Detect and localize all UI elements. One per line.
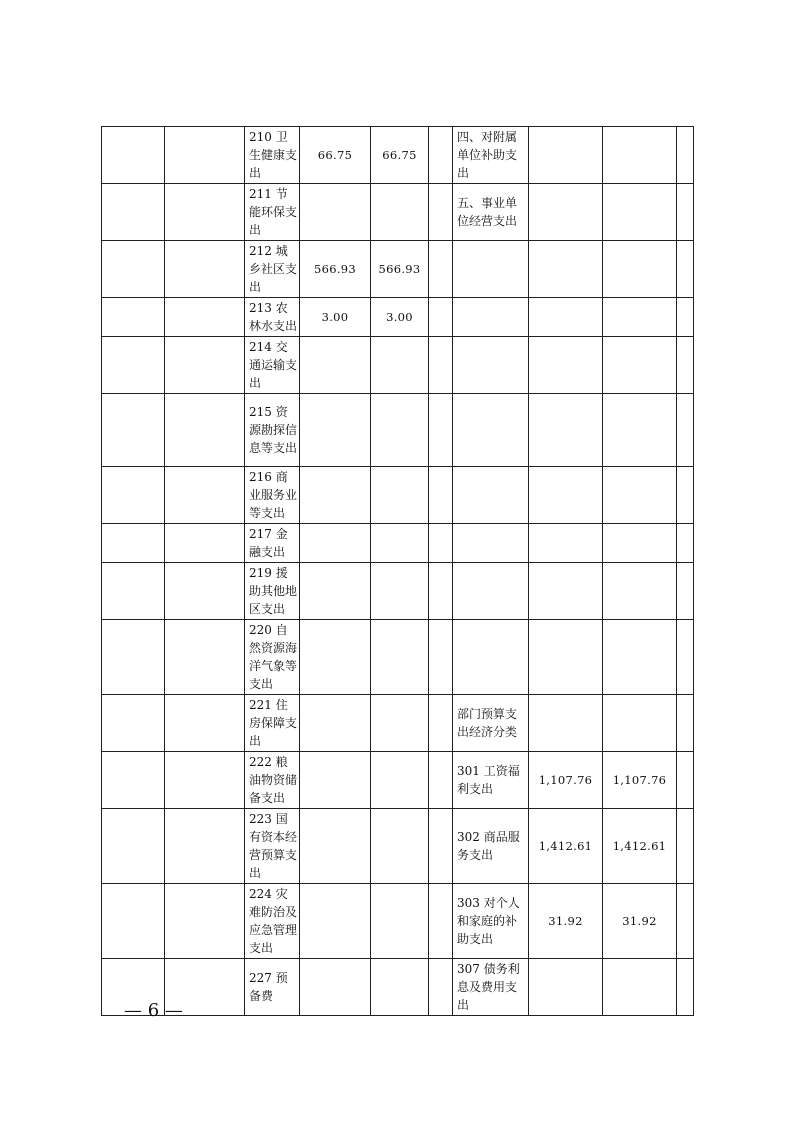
- empty-cell: [429, 394, 453, 467]
- econ-amount-cell: [529, 394, 603, 467]
- empty-cell: [102, 467, 165, 524]
- empty-cell: [165, 524, 245, 563]
- econ-category-cell: 307 债务利息及费用支出: [453, 959, 529, 1016]
- empty-cell: [165, 752, 245, 809]
- econ-amount-cell: [603, 184, 677, 241]
- empty-cell: [165, 884, 245, 959]
- amount-cell: [300, 695, 371, 752]
- econ-amount-cell: [603, 695, 677, 752]
- category-cell: 222 粮油物资储备支出: [245, 752, 300, 809]
- empty-cell: [165, 298, 245, 337]
- econ-amount-cell: 31.92: [529, 884, 603, 959]
- amount-cell: [300, 959, 371, 1016]
- empty-cell: [165, 563, 245, 620]
- category-cell: 221 住房保障支出: [245, 695, 300, 752]
- empty-cell: [165, 809, 245, 884]
- empty-cell: [429, 524, 453, 563]
- empty-cell: [165, 127, 245, 184]
- amount-cell: [371, 394, 429, 467]
- table-row: [102, 620, 694, 695]
- empty-cell: [165, 394, 245, 467]
- econ-category-cell: [453, 563, 529, 620]
- econ-amount-cell: [529, 467, 603, 524]
- empty-cell: [102, 695, 165, 752]
- amount-cell: [371, 524, 429, 563]
- table-row: [102, 298, 694, 337]
- econ-category-cell: [453, 298, 529, 337]
- amount-cell: [300, 184, 371, 241]
- category-cell: 227 预备费: [245, 959, 300, 1016]
- econ-amount-cell: [529, 241, 603, 298]
- empty-cell: [102, 884, 165, 959]
- empty-cell: [677, 752, 694, 809]
- table-row: [102, 959, 694, 1016]
- empty-cell: [429, 467, 453, 524]
- amount-cell: 566.93: [300, 241, 371, 298]
- econ-amount-cell: [603, 298, 677, 337]
- amount-cell: [371, 884, 429, 959]
- amount-cell: [300, 620, 371, 695]
- empty-cell: [677, 620, 694, 695]
- amount-cell: 66.75: [300, 127, 371, 184]
- amount-cell: [300, 337, 371, 394]
- budget-table: [101, 126, 694, 1016]
- empty-cell: [102, 337, 165, 394]
- category-cell: 223 国有资本经营预算支出: [245, 809, 300, 884]
- table-body: [102, 127, 694, 1016]
- econ-amount-cell: [603, 524, 677, 563]
- empty-cell: [165, 467, 245, 524]
- empty-cell: [677, 394, 694, 467]
- empty-cell: [677, 809, 694, 884]
- category-cell: 224 灾难防治及应急管理支出: [245, 884, 300, 959]
- amount-cell: [300, 524, 371, 563]
- table-row: [102, 184, 694, 241]
- table-row: [102, 695, 694, 752]
- empty-cell: [165, 337, 245, 394]
- empty-cell: [102, 809, 165, 884]
- empty-cell: [677, 127, 694, 184]
- amount-cell: [371, 467, 429, 524]
- amount-cell: [300, 563, 371, 620]
- category-cell: 213 农林水支出: [245, 298, 300, 337]
- econ-amount-cell: [529, 695, 603, 752]
- table-row: [102, 524, 694, 563]
- category-cell: 216 商业服务业等支出: [245, 467, 300, 524]
- empty-cell: [677, 467, 694, 524]
- econ-amount-cell: 31.92: [603, 884, 677, 959]
- empty-cell: [165, 620, 245, 695]
- amount-cell: 3.00: [371, 298, 429, 337]
- econ-amount-cell: [603, 563, 677, 620]
- econ-category-cell: [453, 337, 529, 394]
- empty-cell: [102, 298, 165, 337]
- category-cell: 210 卫生健康支出: [245, 127, 300, 184]
- econ-amount-cell: [529, 337, 603, 394]
- econ-amount-cell: 1,412.61: [603, 809, 677, 884]
- amount-cell: [300, 809, 371, 884]
- category-cell: 219 援助其他地区支出: [245, 563, 300, 620]
- empty-cell: [677, 337, 694, 394]
- empty-cell: [429, 809, 453, 884]
- empty-cell: [165, 695, 245, 752]
- econ-category-cell: [453, 394, 529, 467]
- empty-cell: [102, 620, 165, 695]
- empty-cell: [677, 298, 694, 337]
- table-row: [102, 241, 694, 298]
- empty-cell: [102, 127, 165, 184]
- empty-cell: [677, 241, 694, 298]
- econ-amount-cell: [529, 524, 603, 563]
- econ-amount-cell: [529, 184, 603, 241]
- econ-amount-cell: [529, 959, 603, 1016]
- econ-category-cell: 部门预算支出经济分类: [453, 695, 529, 752]
- empty-cell: [677, 524, 694, 563]
- econ-amount-cell: 1,107.76: [603, 752, 677, 809]
- econ-amount-cell: [603, 127, 677, 184]
- empty-cell: [429, 620, 453, 695]
- empty-cell: [429, 241, 453, 298]
- amount-cell: [300, 752, 371, 809]
- table-row: [102, 337, 694, 394]
- econ-amount-cell: [603, 620, 677, 695]
- econ-category-cell: 303 对个人和家庭的补助支出: [453, 884, 529, 959]
- econ-category-cell: 五、事业单位经营支出: [453, 184, 529, 241]
- econ-amount-cell: 1,412.61: [529, 809, 603, 884]
- category-cell: 211 节能环保支出: [245, 184, 300, 241]
- amount-cell: [371, 959, 429, 1016]
- econ-amount-cell: [529, 298, 603, 337]
- table-row: [102, 394, 694, 467]
- econ-amount-cell: [603, 337, 677, 394]
- amount-cell: [300, 394, 371, 467]
- empty-cell: [429, 337, 453, 394]
- amount-cell: [371, 809, 429, 884]
- econ-category-cell: [453, 467, 529, 524]
- econ-amount-cell: [529, 127, 603, 184]
- amount-cell: [371, 695, 429, 752]
- econ-amount-cell: 1,107.76: [529, 752, 603, 809]
- empty-cell: [429, 695, 453, 752]
- table-row: [102, 467, 694, 524]
- econ-category-cell: [453, 524, 529, 563]
- category-cell: 212 城乡社区支出: [245, 241, 300, 298]
- amount-cell: [371, 752, 429, 809]
- category-cell: 220 自然资源海洋气象等支出: [245, 620, 300, 695]
- econ-amount-cell: [603, 959, 677, 1016]
- empty-cell: [429, 298, 453, 337]
- econ-amount-cell: [603, 394, 677, 467]
- table-row: [102, 884, 694, 959]
- econ-category-cell: [453, 241, 529, 298]
- amount-cell: 3.00: [300, 298, 371, 337]
- empty-cell: [102, 241, 165, 298]
- econ-amount-cell: [529, 620, 603, 695]
- amount-cell: [300, 884, 371, 959]
- amount-cell: [371, 337, 429, 394]
- table-row: [102, 752, 694, 809]
- empty-cell: [429, 563, 453, 620]
- page-number: — 6 —: [124, 1000, 183, 1021]
- empty-cell: [102, 752, 165, 809]
- amount-cell: [371, 184, 429, 241]
- econ-category-cell: 302 商品服务支出: [453, 809, 529, 884]
- empty-cell: [677, 884, 694, 959]
- empty-cell: [102, 184, 165, 241]
- empty-cell: [677, 184, 694, 241]
- amount-cell: [300, 467, 371, 524]
- econ-category-cell: 四、对附属单位补助支出: [453, 127, 529, 184]
- econ-amount-cell: [603, 467, 677, 524]
- empty-cell: [429, 959, 453, 1016]
- empty-cell: [102, 394, 165, 467]
- empty-cell: [429, 752, 453, 809]
- econ-category-cell: [453, 620, 529, 695]
- category-cell: 215 资源勘探信息等支出: [245, 394, 300, 467]
- amount-cell: 66.75: [371, 127, 429, 184]
- empty-cell: [677, 695, 694, 752]
- amount-cell: 566.93: [371, 241, 429, 298]
- econ-amount-cell: [529, 563, 603, 620]
- empty-cell: [429, 184, 453, 241]
- empty-cell: [165, 241, 245, 298]
- empty-cell: [677, 563, 694, 620]
- amount-cell: [371, 620, 429, 695]
- amount-cell: [371, 563, 429, 620]
- category-cell: 214 交通运输支出: [245, 337, 300, 394]
- table-row: [102, 809, 694, 884]
- table-row: [102, 127, 694, 184]
- empty-cell: [429, 884, 453, 959]
- empty-cell: [677, 959, 694, 1016]
- empty-cell: [102, 524, 165, 563]
- category-cell: 217 金融支出: [245, 524, 300, 563]
- econ-category-cell: 301 工资福利支出: [453, 752, 529, 809]
- table-row: [102, 563, 694, 620]
- econ-amount-cell: [603, 241, 677, 298]
- empty-cell: [429, 127, 453, 184]
- empty-cell: [165, 184, 245, 241]
- empty-cell: [102, 563, 165, 620]
